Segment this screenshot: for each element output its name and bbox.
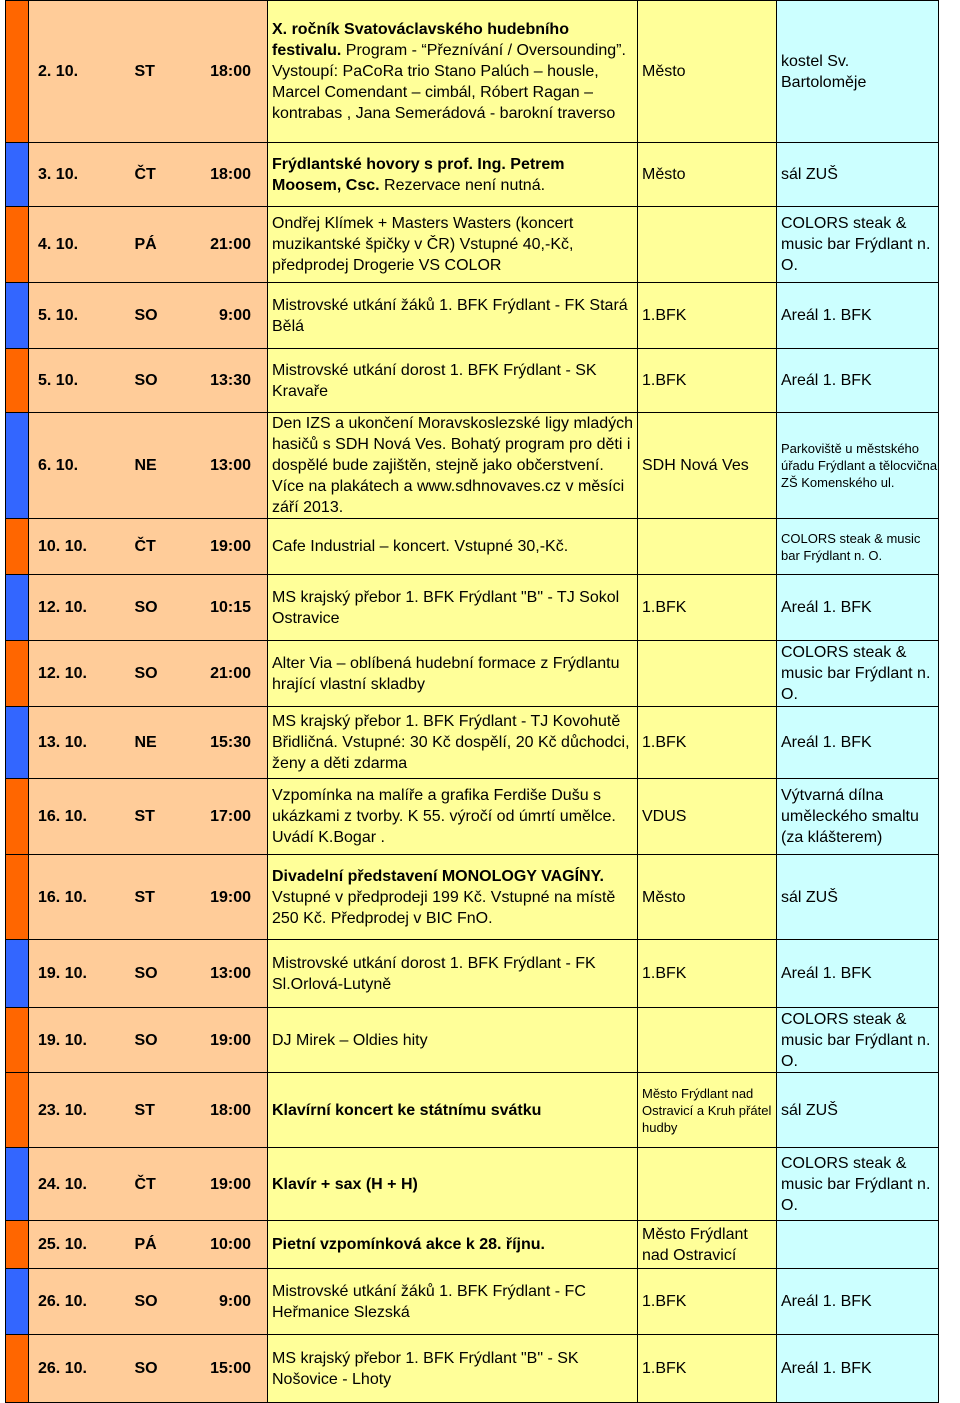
event-organizer (638, 1148, 777, 1221)
event-date: 19. 10. (38, 965, 87, 982)
row-stripe (6, 1, 29, 143)
event-organizer: Město (638, 1, 777, 143)
event-day: ČT (134, 538, 156, 555)
event-description (268, 641, 638, 707)
event-time: 10:15 (210, 599, 251, 616)
event-organizer: 1.BFK (638, 349, 777, 413)
events-table (5, 0, 939, 1403)
event-row (6, 575, 939, 641)
event-date: 5. 10. (38, 307, 79, 324)
event-time: 9:00 (218, 307, 251, 324)
date-time-cell (29, 575, 268, 641)
event-day: ČT (134, 166, 156, 183)
event-title: Klavír + sax (H + H) (272, 1175, 418, 1193)
event-time: 18:00 (210, 63, 251, 80)
date-time-cell (29, 349, 268, 413)
row-stripe (6, 207, 29, 283)
event-time: 13:00 (210, 457, 251, 474)
event-text: DJ Mirek – Oldies hity (272, 1031, 428, 1049)
event-row (6, 1269, 939, 1335)
date-time-cell (29, 207, 268, 283)
row-stripe (6, 1335, 29, 1403)
event-description (268, 1008, 638, 1073)
event-text: MS krajský přebor 1. BFK Frýdlant - TJ Kovohutě Břidličná. Vstupné: 30 Kč dospělí, 20 Kč důchodci, ženy a děti zdarma (272, 713, 630, 772)
date-time-cell (29, 143, 268, 207)
event-date: 6. 10. (38, 457, 79, 474)
event-row (6, 779, 939, 855)
event-day: ČT (134, 1175, 156, 1193)
event-text: Mistrovské utkání žáků 1. BFK Frýdlant - FC Heřmanice Slezská (272, 1282, 586, 1321)
event-date: 4. 10. (38, 236, 79, 253)
event-location: Areál 1. BFK (777, 283, 939, 349)
event-organizer: VDUS (638, 779, 777, 855)
event-time: 15:30 (210, 734, 251, 751)
event-row (6, 207, 939, 283)
event-row (6, 707, 939, 779)
event-time: 17:00 (210, 808, 251, 825)
event-date: 24. 10. (38, 1175, 87, 1193)
event-date: 3. 10. (38, 166, 79, 183)
event-time: 10:00 (210, 1236, 251, 1253)
event-text: Ondřej Klímek + Masters Wasters (koncert muzikantské špičky v ČR) Vstupné 40,-Kč, předprodej Drogerie VS COLOR (272, 215, 574, 274)
row-stripe (6, 707, 29, 779)
event-description (268, 1073, 638, 1148)
event-description (268, 349, 638, 413)
row-stripe (6, 779, 29, 855)
event-organizer: SDH Nová Ves (638, 413, 777, 519)
event-location: COLORS steak & music bar Frýdlant n. O. (777, 207, 939, 283)
event-text: Mistrovské utkání dorost 1. BFK Frýdlant - FK Sl.Orlová-Lutyně (272, 954, 596, 993)
event-location: Areál 1. BFK (777, 1269, 939, 1335)
event-description (268, 519, 638, 575)
event-description (268, 707, 638, 779)
event-date: 16. 10. (38, 888, 87, 906)
event-location: COLORS steak & music bar Frýdlant n. O. (777, 1008, 939, 1073)
event-text: Cafe Industrial – koncert. Vstupné 30,-Kč. (272, 538, 569, 555)
event-organizer: 1.BFK (638, 1335, 777, 1403)
event-row (6, 349, 939, 413)
event-title: Divadelní představení MONOLOGY VAGÍNY. (272, 867, 604, 885)
event-description (268, 1335, 638, 1403)
date-time-cell (29, 641, 268, 707)
event-organizer (638, 519, 777, 575)
row-stripe (6, 143, 29, 207)
event-day: NE (134, 734, 157, 751)
event-text: Program - “Přeznívání / Oversounding”. Vystoupí: PaCoRa trio Stano Palúch – housle, Marcel Comendant – cimbál, Róbert Ragan – kontrabas , Jana Semerádová - barokní traverso (272, 42, 626, 122)
event-description (268, 1, 638, 143)
event-organizer: 1.BFK (638, 575, 777, 641)
event-organizer: Město (638, 143, 777, 207)
event-organizer (638, 641, 777, 707)
event-text: Den IZS a ukončení Moravskoslezské ligy mladých hasičů s SDH Nová Ves. Bohatý program pro děti i dospělé bude zajištěn, stejně jako občerstvení. Více na plakátech a www.sdhnovaves.cz v měsíci září 2013. (272, 415, 634, 516)
event-time: 15:00 (210, 1360, 251, 1377)
event-location (777, 1221, 939, 1269)
event-organizer: 1.BFK (638, 1269, 777, 1335)
date-time-cell (29, 1073, 268, 1148)
event-description (268, 779, 638, 855)
event-day: SO (134, 1293, 158, 1310)
row-stripe (6, 855, 29, 940)
event-day: SO (134, 372, 158, 389)
event-day: ST (134, 888, 155, 906)
event-time: 19:00 (210, 888, 251, 906)
event-date: 13. 10. (38, 734, 87, 751)
event-day: PÁ (134, 1236, 157, 1253)
event-location: Areál 1. BFK (777, 575, 939, 641)
event-day: SO (134, 599, 158, 616)
row-stripe (6, 641, 29, 707)
event-date: 10. 10. (38, 538, 87, 555)
event-location: Areál 1. BFK (777, 349, 939, 413)
event-date: 19. 10. (38, 1031, 87, 1049)
date-time-cell (29, 940, 268, 1008)
row-stripe (6, 519, 29, 575)
event-date: 23. 10. (38, 1101, 87, 1119)
event-time: 18:00 (210, 166, 251, 183)
date-time-cell (29, 283, 268, 349)
event-organizer: 1.BFK (638, 283, 777, 349)
event-description (268, 1221, 638, 1269)
event-date: 16. 10. (38, 808, 87, 825)
event-location: kostel Sv. Bartoloměje (777, 1, 939, 143)
event-row (6, 413, 939, 519)
event-description (268, 413, 638, 519)
date-time-cell (29, 1221, 268, 1269)
event-location: sál ZUŠ (777, 855, 939, 940)
event-organizer (638, 1008, 777, 1073)
event-location: Areál 1. BFK (777, 707, 939, 779)
date-time-cell (29, 519, 268, 575)
event-text: Mistrovské utkání žáků 1. BFK Frýdlant - FK Stará Bělá (272, 296, 628, 335)
event-text: Alter Via – oblíbená hudební formace z Frýdlantu hrající vlastní skladby (272, 654, 620, 693)
event-time: 19:00 (210, 1031, 251, 1049)
event-location: sál ZUŠ (777, 143, 939, 207)
event-organizer (638, 207, 777, 283)
row-stripe (6, 349, 29, 413)
event-organizer: Město Frýdlant nad Ostravicí a Kruh přátel hudby (638, 1073, 777, 1148)
event-description (268, 1148, 638, 1221)
event-organizer: Město (638, 855, 777, 940)
event-description (268, 207, 638, 283)
event-location: Areál 1. BFK (777, 940, 939, 1008)
row-stripe (6, 1148, 29, 1221)
row-stripe (6, 413, 29, 519)
event-title: Klavírní koncert ke státnímu svátku (272, 1101, 542, 1119)
event-row (6, 1, 939, 143)
event-day: SO (134, 307, 158, 324)
date-time-cell (29, 707, 268, 779)
event-row (6, 283, 939, 349)
row-stripe (6, 1073, 29, 1148)
event-row (6, 1073, 939, 1148)
event-location: Parkoviště u městského úřadu Frýdlant a tělocvična ZŠ Komenského ul. (777, 413, 939, 519)
event-text: Mistrovské utkání dorost 1. BFK Frýdlant - SK Kravaře (272, 361, 597, 400)
row-stripe (6, 940, 29, 1008)
event-description (268, 575, 638, 641)
event-row (6, 519, 939, 575)
event-description (268, 855, 638, 940)
date-time-cell (29, 1269, 268, 1335)
event-time: 9:00 (218, 1293, 251, 1310)
date-time-cell (29, 1335, 268, 1403)
event-time: 13:30 (210, 372, 251, 389)
event-time: 18:00 (210, 1101, 251, 1119)
event-time: 19:00 (210, 1175, 251, 1193)
event-day: ST (134, 808, 155, 825)
event-day: SO (134, 665, 158, 682)
event-title: X. ročník Svatováclavského hudebního festivalu. (272, 21, 569, 59)
event-location: sál ZUŠ (777, 1073, 939, 1148)
event-text: MS krajský přebor 1. BFK Frýdlant "B" - TJ Sokol Ostravice (272, 588, 620, 627)
date-time-cell (29, 779, 268, 855)
row-stripe (6, 1269, 29, 1335)
event-row (6, 1148, 939, 1221)
date-time-cell (29, 1148, 268, 1221)
row-stripe (6, 283, 29, 349)
event-organizer: 1.BFK (638, 707, 777, 779)
event-text: Vstupné v předprodeji 199 Kč. Vstupné na místě 250 Kč. Předprodej v BIC FnO. (272, 888, 616, 927)
event-text: MS krajský přebor 1. BFK Frýdlant "B" - SK Nošovice - Lhoty (272, 1349, 579, 1388)
event-description (268, 283, 638, 349)
event-location: COLORS steak & music bar Frýdlant n. O. (777, 641, 939, 707)
row-stripe (6, 575, 29, 641)
event-time: 21:00 (210, 665, 251, 682)
event-day: PÁ (134, 236, 157, 253)
event-time: 13:00 (210, 965, 251, 982)
event-date: 25. 10. (38, 1236, 87, 1253)
event-location: Areál 1. BFK (777, 1335, 939, 1403)
event-description (268, 1269, 638, 1335)
event-title: Pietní vzpomínková akce k 28. říjnu. (272, 1236, 545, 1253)
event-date: 26. 10. (38, 1293, 87, 1310)
event-row (6, 940, 939, 1008)
event-date: 26. 10. (38, 1360, 87, 1377)
event-day: ST (134, 63, 155, 80)
event-row (6, 1335, 939, 1403)
event-text: Rezervace není nutná. (379, 176, 546, 194)
event-row (6, 143, 939, 207)
date-time-cell (29, 1008, 268, 1073)
event-day: SO (134, 1031, 158, 1049)
row-stripe (6, 1008, 29, 1073)
event-row (6, 1221, 939, 1269)
date-time-cell (29, 855, 268, 940)
event-day: ST (134, 1101, 155, 1119)
event-time: 21:00 (210, 236, 251, 253)
event-location: COLORS steak & music bar Frýdlant n. O. (777, 519, 939, 575)
event-description (268, 940, 638, 1008)
event-date: 5. 10. (38, 372, 79, 389)
event-date: 12. 10. (38, 665, 87, 682)
event-description (268, 143, 638, 207)
date-time-cell (29, 413, 268, 519)
event-date: 12. 10. (38, 599, 87, 616)
event-day: SO (134, 965, 158, 982)
event-location: Výtvarná dílna uměleckého smaltu (za klášterem) (777, 779, 939, 855)
event-row (6, 641, 939, 707)
event-organizer: 1.BFK (638, 940, 777, 1008)
event-title: Frýdlantské hovory s prof. Ing. Petrem Moosem, Csc. (272, 155, 565, 194)
row-stripe (6, 1221, 29, 1269)
date-time-cell (29, 1, 268, 143)
event-row (6, 1008, 939, 1073)
event-day: NE (134, 457, 157, 474)
event-time: 19:00 (210, 538, 251, 555)
event-date: 2. 10. (38, 63, 79, 80)
event-row (6, 855, 939, 940)
event-day: SO (134, 1360, 158, 1377)
event-location: COLORS steak & music bar Frýdlant n. O. (777, 1148, 939, 1221)
event-organizer: Město Frýdlant nad Ostravicí (638, 1221, 777, 1269)
event-text: Vzpomínka na malíře a grafika Ferdiše Dušu s ukázkami z tvorby. K 55. výročí od úmrtí umělce. Uvádí K.Bogar . (272, 787, 616, 846)
